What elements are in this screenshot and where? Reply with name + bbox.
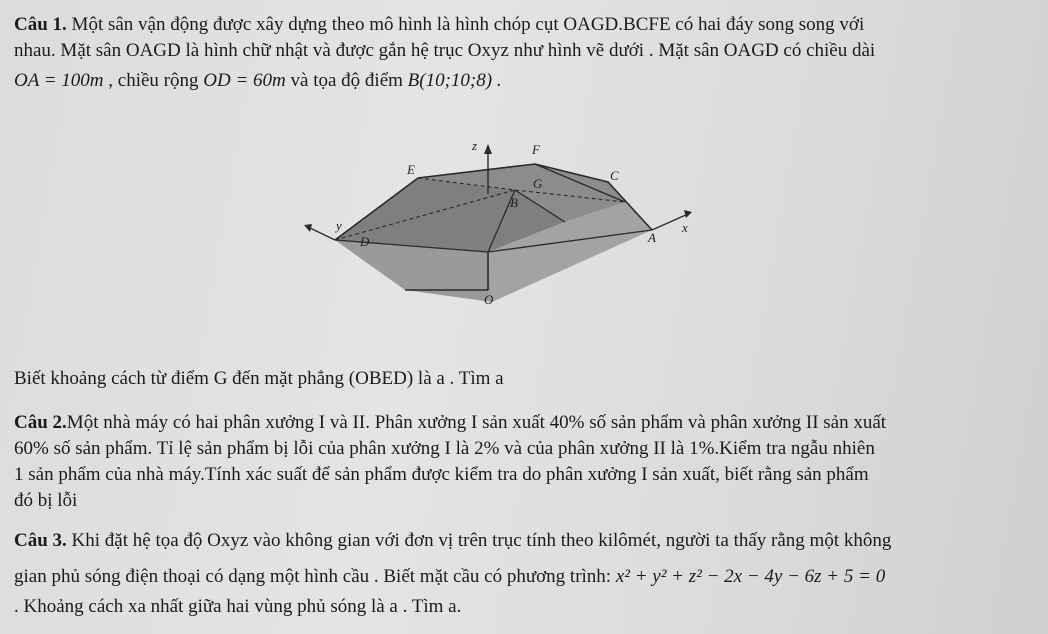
q1-coord-text: và tọa độ điểm: [285, 70, 408, 91]
q1-line-2: nhau. Mặt sân OAGD là hình chữ nhật và được gắn hệ trục Oxyz như hình vẽ dưới . Mặt sân OAGD có chiều dài: [14, 40, 876, 61]
axis-x-arrow: [684, 210, 692, 218]
label-o: O: [484, 292, 494, 307]
q3-sphere-equation: x² + y² + z² − 2x − 4y − 6z + 5 = 0: [615, 566, 886, 587]
q1-question: Biết khoảng cách từ điểm G đến mặt phẳng (OBED) là a . Tìm a: [14, 368, 504, 389]
axis-z-arrow: [484, 144, 492, 154]
q3-text-1: Khi đặt hệ tọa độ Oxyz vào không gian với đơn vị trên trục tính theo kilômét, người ta thấy rằng một không: [66, 530, 892, 551]
label-f: F: [532, 142, 540, 157]
q1-width-text: , chiều rộng: [103, 70, 204, 91]
label-x: x: [682, 220, 688, 235]
q1-od: OD = 60m: [203, 70, 286, 91]
pyramid-figure: [300, 132, 720, 322]
q1-line-1: [14, 14, 864, 36]
q2-title: Câu 2.: [14, 412, 67, 433]
q2-text-1: Một nhà máy có hai phân xưởng I và II. Phân xưởng I sản xuất 40% số sản phẩm và phân xưởng II sản xuất: [66, 412, 887, 433]
label-a: A: [648, 230, 656, 245]
q3-text-2: gian phủ sóng điện thoại có dạng một hình cầu . Biết mặt cầu có phương trình:: [14, 566, 616, 587]
label-z: z: [472, 138, 478, 153]
label-g: G: [533, 176, 543, 191]
label-c: C: [610, 168, 619, 183]
axis-y-arrow: [304, 224, 312, 232]
label-e: E: [407, 162, 415, 177]
q1-line-3: [14, 70, 502, 92]
q3-line-1: [14, 530, 891, 552]
q1-point-b: B(10;10;8) .: [407, 70, 502, 91]
label-b: B: [510, 195, 518, 210]
q1-oa: OA = 100m: [14, 70, 104, 91]
q2-line-2: 60% số sản phẩm. Tỉ lệ sản phẩm bị lỗi của phân xưởng I là 2% và của phân xưởng II là 1%.Kiểm tra ngẫu nhiên: [14, 438, 875, 459]
label-d: D: [360, 234, 370, 249]
q2-line-4: đó bị lỗi: [14, 490, 78, 511]
axis-y: [310, 228, 335, 240]
q2-line-1: [14, 412, 886, 434]
label-y: y: [336, 218, 342, 233]
q3-line-3: . Khoảng cách xa nhất giữa hai vùng phủ sóng là a . Tìm a.: [14, 596, 462, 617]
q3-title: Câu 3.: [14, 530, 67, 551]
q3-line-2: [14, 566, 885, 588]
q1-text-1: Một sân vận động được xây dựng theo mô hình là hình chóp cụt OAGD.BCFE có hai đáy song song với: [66, 14, 865, 35]
q2-line-3: 1 sản phẩm của nhà máy.Tính xác suất để sản phẩm được kiểm tra do phân xưởng I sản xuất, biết rằng sản phẩm: [14, 464, 869, 485]
q1-title: Câu 1.: [14, 14, 67, 35]
